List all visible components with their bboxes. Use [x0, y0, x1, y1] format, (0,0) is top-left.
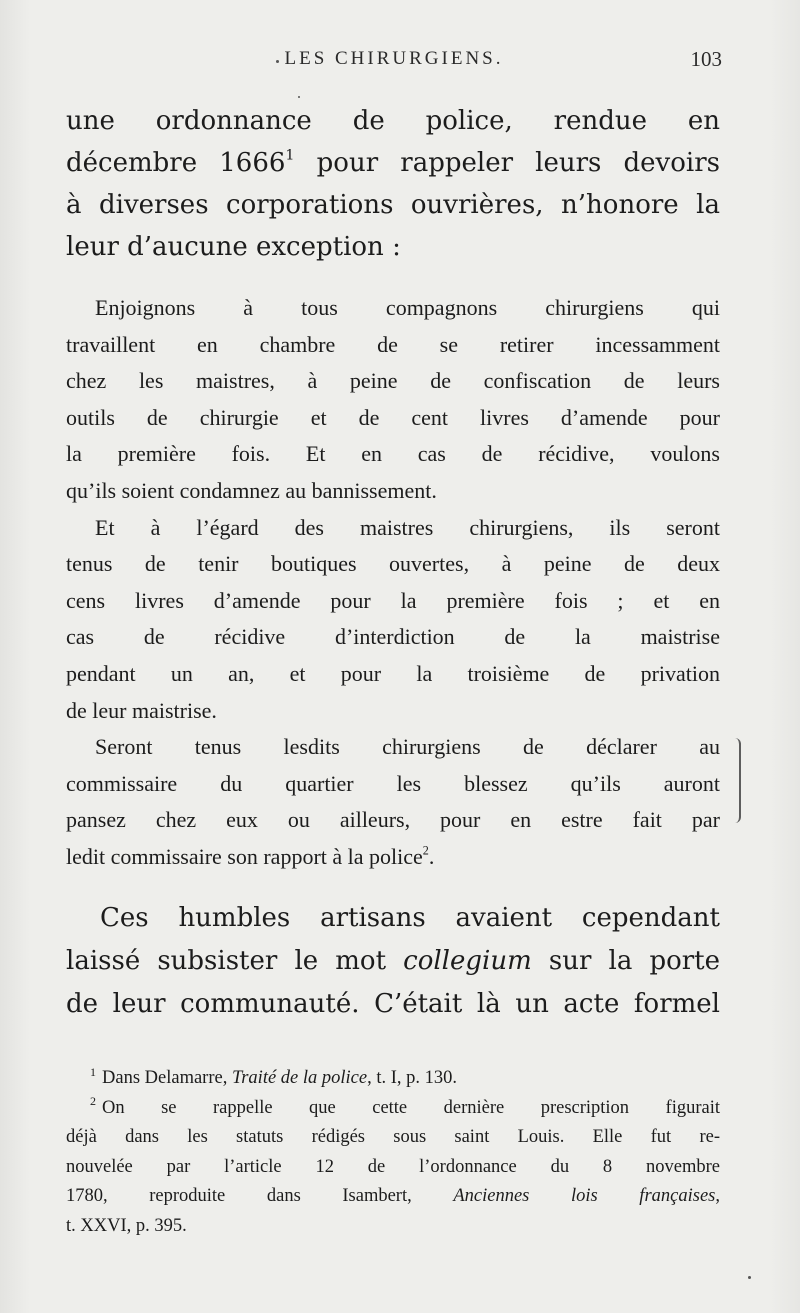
quote-line: de leur maistrise.: [66, 697, 217, 723]
footnote-line: nouvelée par l’article 12 de l’ordonnance du 8 novembre: [66, 1156, 720, 1177]
quote-line: outils de chirurgie et de cent livres d’amende pour: [66, 404, 720, 430]
quote-line: tenus de tenir boutiques ouvertes, à peine de deux: [66, 551, 720, 577]
print-speck: [298, 96, 300, 98]
quote-line: chez les maistres, à peine de confiscation de leurs: [66, 368, 720, 394]
text-line: à diverses corporations ouvrières, n’honore la: [66, 190, 720, 220]
text-line: laissé subsister le mot collegium sur la porte: [66, 946, 721, 976]
text-line: de leur communauté. C’était là un acte formel: [66, 989, 720, 1019]
quote-line: pansez chez eux ou ailleurs, pour en estre fait par: [66, 807, 720, 833]
quote-line: Seront tenus lesdits chirurgiens de déclarer au: [95, 734, 720, 760]
quote-line: cas de récidive d’interdiction de la maistrise: [66, 624, 720, 650]
footnote-1: $^1$ Dans Delamarre, Traité de la police, t. I, p. 130.: [90, 1064, 458, 1088]
quote-line: Et à l’égard des maistres chirurgiens, ils seront: [95, 514, 720, 540]
quote-line: qu’ils soient condamnez au bannissement.: [66, 477, 437, 503]
footnote-ref-2: 2: [422, 843, 429, 858]
quote-line: travaillent en chambre de se retirer incessamment: [66, 331, 720, 357]
italic-term: collegium: [403, 946, 532, 976]
footnote-ref-1: 1: [285, 147, 295, 164]
print-speck: [276, 60, 279, 63]
page-header: [66, 44, 722, 78]
print-speck: [748, 1276, 751, 1279]
body-paragraph-1: [66, 100, 720, 268]
footnotes: [66, 1064, 720, 1241]
text-line: décembre 1666$^1$ pour rappeler leurs devoirs: [66, 147, 720, 178]
page-number: 103: [690, 47, 722, 71]
quote-line: commissaire du quartier les blessez qu’ils auront: [66, 770, 720, 796]
text-line: Ces humbles artisans avaient cependant: [100, 903, 720, 933]
text-line: leur d’aucune exception :: [66, 232, 401, 262]
margin-pencil-mark: [735, 738, 741, 823]
body-paragraph-2: [66, 897, 720, 1026]
quote-line: ledit commissaire son rapport à la police$^2$.: [66, 843, 435, 869]
quote-line: la première fois. Et en cas de récidive, voulons: [66, 441, 720, 467]
quote-line: pendant un an, et pour la troisième de privation: [66, 660, 720, 686]
quote-line: cens livres d’amende pour la première fois ; et en: [66, 587, 720, 613]
running-head: LES CHIRURGIENS.: [284, 48, 504, 69]
ordinance-quote: [66, 290, 720, 876]
footnote-line: déjà dans les statuts rédigés sous saint Louis. Elle fut re-: [66, 1127, 720, 1147]
quote-line: Enjoignons à tous compagnons chirurgiens qui: [95, 295, 720, 320]
footnote-line: t. XXVI, p. 395.: [66, 1215, 187, 1236]
text-line: une ordonnance de police, rendue en: [66, 106, 720, 136]
footnote-line: 1780, reproduite dans Isambert, Anciennes lois françaises,: [66, 1186, 720, 1206]
footnote-2: $^2$ On se rappelle que cette dernière prescription figurait: [90, 1094, 720, 1118]
